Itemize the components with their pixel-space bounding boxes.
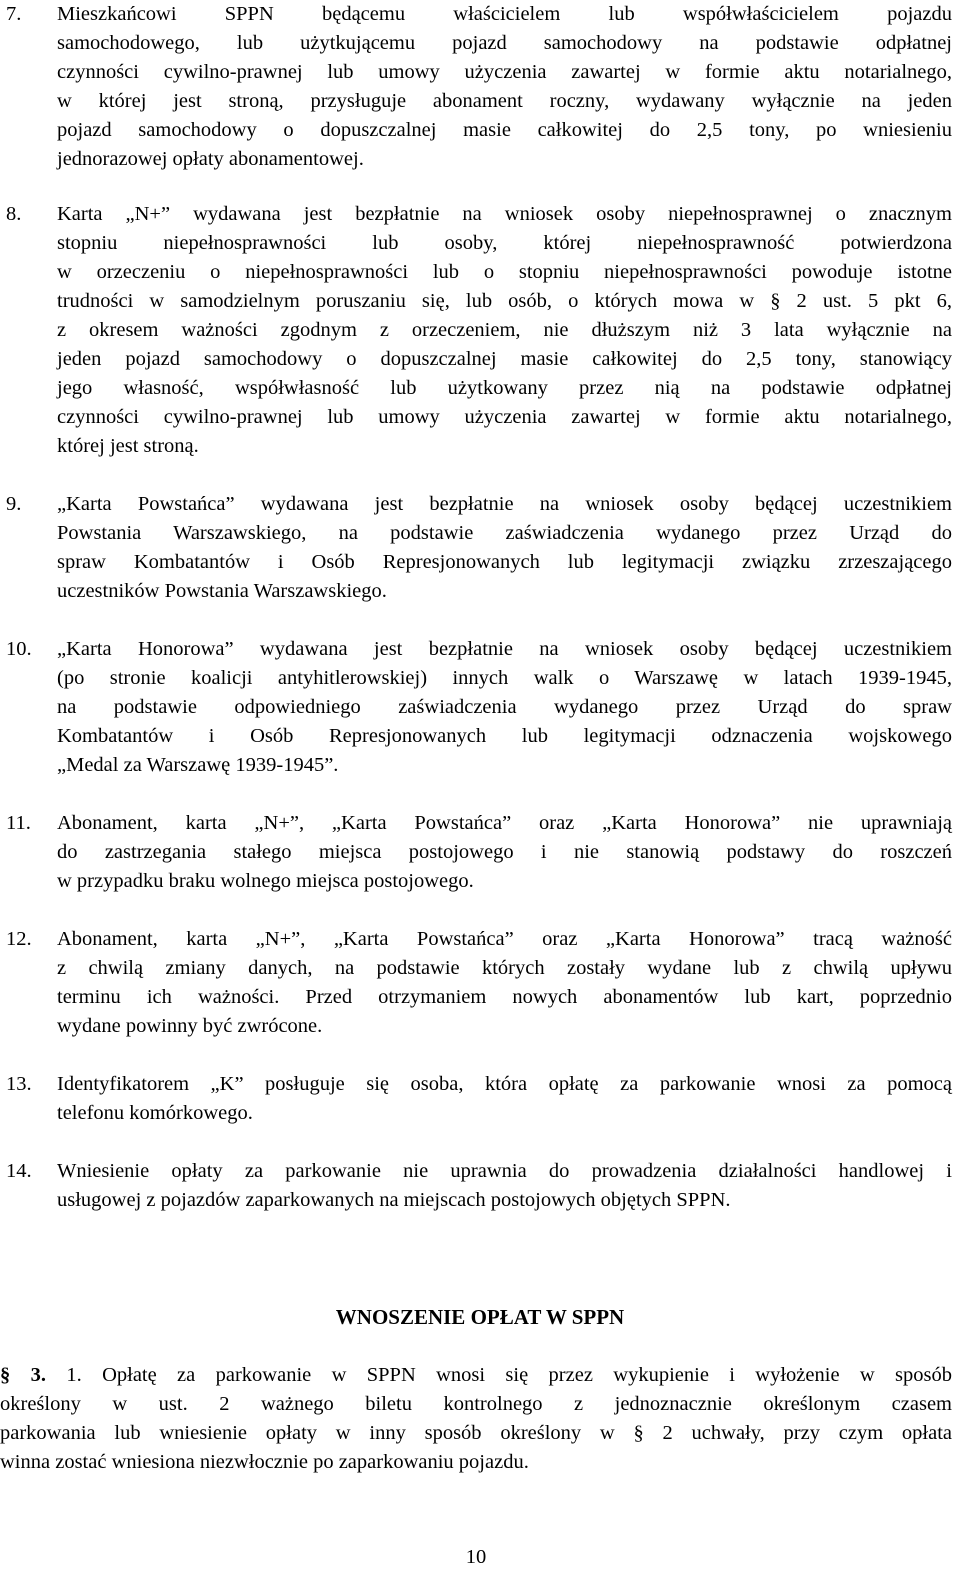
text-line: „Karta Honorowa” wydawana jest bezpłatnie na wniosek osoby będącej uczestnikiem	[57, 638, 952, 660]
text-line: uczestników Powstania Warszawskiego.	[57, 580, 387, 602]
text-line: telefonu komórkowego.	[57, 1102, 253, 1124]
paragraph-section-3	[0, 1361, 952, 1477]
item-number: 14.	[6, 1160, 32, 1182]
text-line: Abonament, karta „N+”, „Karta Powstańca” oraz „Karta Honorowa” tracą ważność	[57, 928, 952, 950]
text-line: Wniesienie opłaty za parkowanie nie uprawnia do prowadzenia działalności handlowej i	[57, 1160, 952, 1182]
item-text	[57, 200, 952, 461]
item-text	[57, 635, 952, 780]
list-item-12	[6, 925, 952, 1041]
text-line: Kombatantów i Osób Represjonowanych lub legitymacji odznaczenia wojskowego	[57, 725, 952, 747]
text-line: winna zostać wniesiona niezwłocznie po zaparkowaniu pojazdu.	[0, 1451, 529, 1473]
text-line: z okresem ważności zgodnym z orzeczeniem, nie dłuższym niż 3 lata wyłącznie na	[57, 319, 952, 341]
text-line: jeden pojazd samochodowy o dopuszczalnej masie całkowitej do 2,5 tony, stanowiący	[57, 348, 952, 370]
text-line: usługowej z pojazdów zaparkowanych na miejscach postojowych objętych SPPN.	[57, 1189, 731, 1211]
item-number: 9.	[6, 493, 22, 515]
list-item-9	[6, 490, 952, 606]
item-text	[57, 809, 952, 896]
text-line: w przypadku braku wolnego miejsca postojowego.	[57, 870, 474, 892]
text-line: czynności cywilno-prawnej lub umowy użyczenia zawartej w formie aktu notarialnego,	[57, 406, 952, 428]
text-line: (po stronie koalicji antyhitlerowskiej) innych walk o Warszawę w latach 1939-1945,	[57, 667, 952, 689]
text-line: stopniu niepełnosprawności lub osoby, której niepełnosprawność potwierdzona	[57, 232, 952, 254]
list-item-11	[6, 809, 952, 896]
text-line: jednorazowej opłaty abonamentowej.	[57, 148, 364, 170]
item-number: 10.	[6, 638, 32, 660]
text-line: samochodowego, lub użytkującemu pojazd samochodowy na podstawie odpłatnej	[57, 32, 952, 54]
item-text	[57, 490, 952, 606]
item-number: 11.	[6, 812, 31, 834]
item-number: 8.	[6, 203, 22, 225]
list-item-13	[6, 1070, 952, 1128]
text-line: jego własność, współwłasność lub użytkowany przez nią na podstawie odpłatnej	[57, 377, 952, 399]
item-text	[57, 0, 952, 174]
text-line: parkowania lub wniesienie opłaty w inny sposób określony w § 2 uchwały, przy czym opłata	[0, 1422, 952, 1444]
section-first-line-text: 1. Opłatę za parkowanie w SPPN wnosi się przez wykupienie i wyłożenie w sposób	[66, 1364, 953, 1386]
text-line: Mieszkańcowi SPPN będącemu właścicielem lub współwłaścicielem pojazdu	[57, 3, 952, 25]
text-line: wydane powinny być zwrócone.	[57, 1015, 323, 1037]
text-line: której jest stroną.	[57, 435, 199, 457]
section-first-line	[0, 1361, 952, 1390]
item-number: 13.	[6, 1073, 32, 1095]
section-label: § 3.	[0, 1364, 46, 1386]
text-line: Powstania Warszawskiego, na podstawie zaświadczenia wydanego przez Urząd do	[57, 522, 952, 544]
text-line: określony w ust. 2 ważnego biletu kontrolnego z jednoznacznie określonym czasem	[0, 1393, 952, 1415]
text-line: z chwilą zmiany danych, na podstawie których zostały wydane lub z chwilą upływu	[57, 957, 952, 979]
section-heading: WNOSZENIE OPŁAT W SPPN	[335, 1305, 625, 1329]
text-line: pojazd samochodowy o dopuszczalnej masie całkowitej do 2,5 tony, po wniesieniu	[57, 119, 952, 141]
text-line: czynności cywilno-prawnej lub umowy użyczenia zawartej w formie aktu notarialnego,	[57, 61, 952, 83]
page-number: 10	[465, 1546, 487, 1568]
text-line: na podstawie odpowiedniego zaświadczenia wydanego przez Urząd do spraw	[57, 696, 952, 718]
text-line: w orzeczeniu o niepełnosprawności lub o stopniu niepełnosprawności powoduje istotne	[57, 261, 952, 283]
text-line: spraw Kombatantów i Osób Represjonowanych lub legitymacji związku zrzeszającego	[57, 551, 952, 573]
list-item-8	[6, 200, 952, 461]
item-text	[57, 1070, 952, 1128]
list-item-10	[6, 635, 952, 780]
text-line: „Medal za Warszawę 1939-1945”.	[57, 754, 339, 776]
text-line: trudności w samodzielnym poruszaniu się, lub osób, o których mowa w § 2 ust. 5 pkt 6,	[57, 290, 952, 312]
text-line: „Karta Powstańca” wydawana jest bezpłatnie na wniosek osoby będącej uczestnikiem	[57, 493, 952, 515]
list-item-7	[6, 0, 952, 174]
text-line: Abonament, karta „N+”, „Karta Powstańca” oraz „Karta Honorowa” nie uprawniają	[57, 812, 952, 834]
text-line: Identyfikatorem „K” posługuje się osoba, która opłatę za parkowanie wnosi za pomocą	[57, 1073, 952, 1095]
item-text	[57, 925, 952, 1041]
text-line: terminu ich ważności. Przed otrzymaniem nowych abonamentów lub kart, poprzednio	[57, 986, 952, 1008]
item-number: 12.	[6, 928, 32, 950]
text-line: w której jest stroną, przysługuje abonament roczny, wydawany wyłącznie na jeden	[57, 90, 952, 112]
text-line: Karta „N+” wydawana jest bezpłatnie na wniosek osoby niepełnosprawnej o znacznym	[57, 203, 952, 225]
text-line: do zastrzegania stałego miejsca postojowego i nie stanowią podstawy do roszczeń	[57, 841, 952, 863]
list-item-14	[6, 1157, 952, 1215]
item-number: 7.	[6, 3, 22, 25]
item-text	[57, 1157, 952, 1215]
